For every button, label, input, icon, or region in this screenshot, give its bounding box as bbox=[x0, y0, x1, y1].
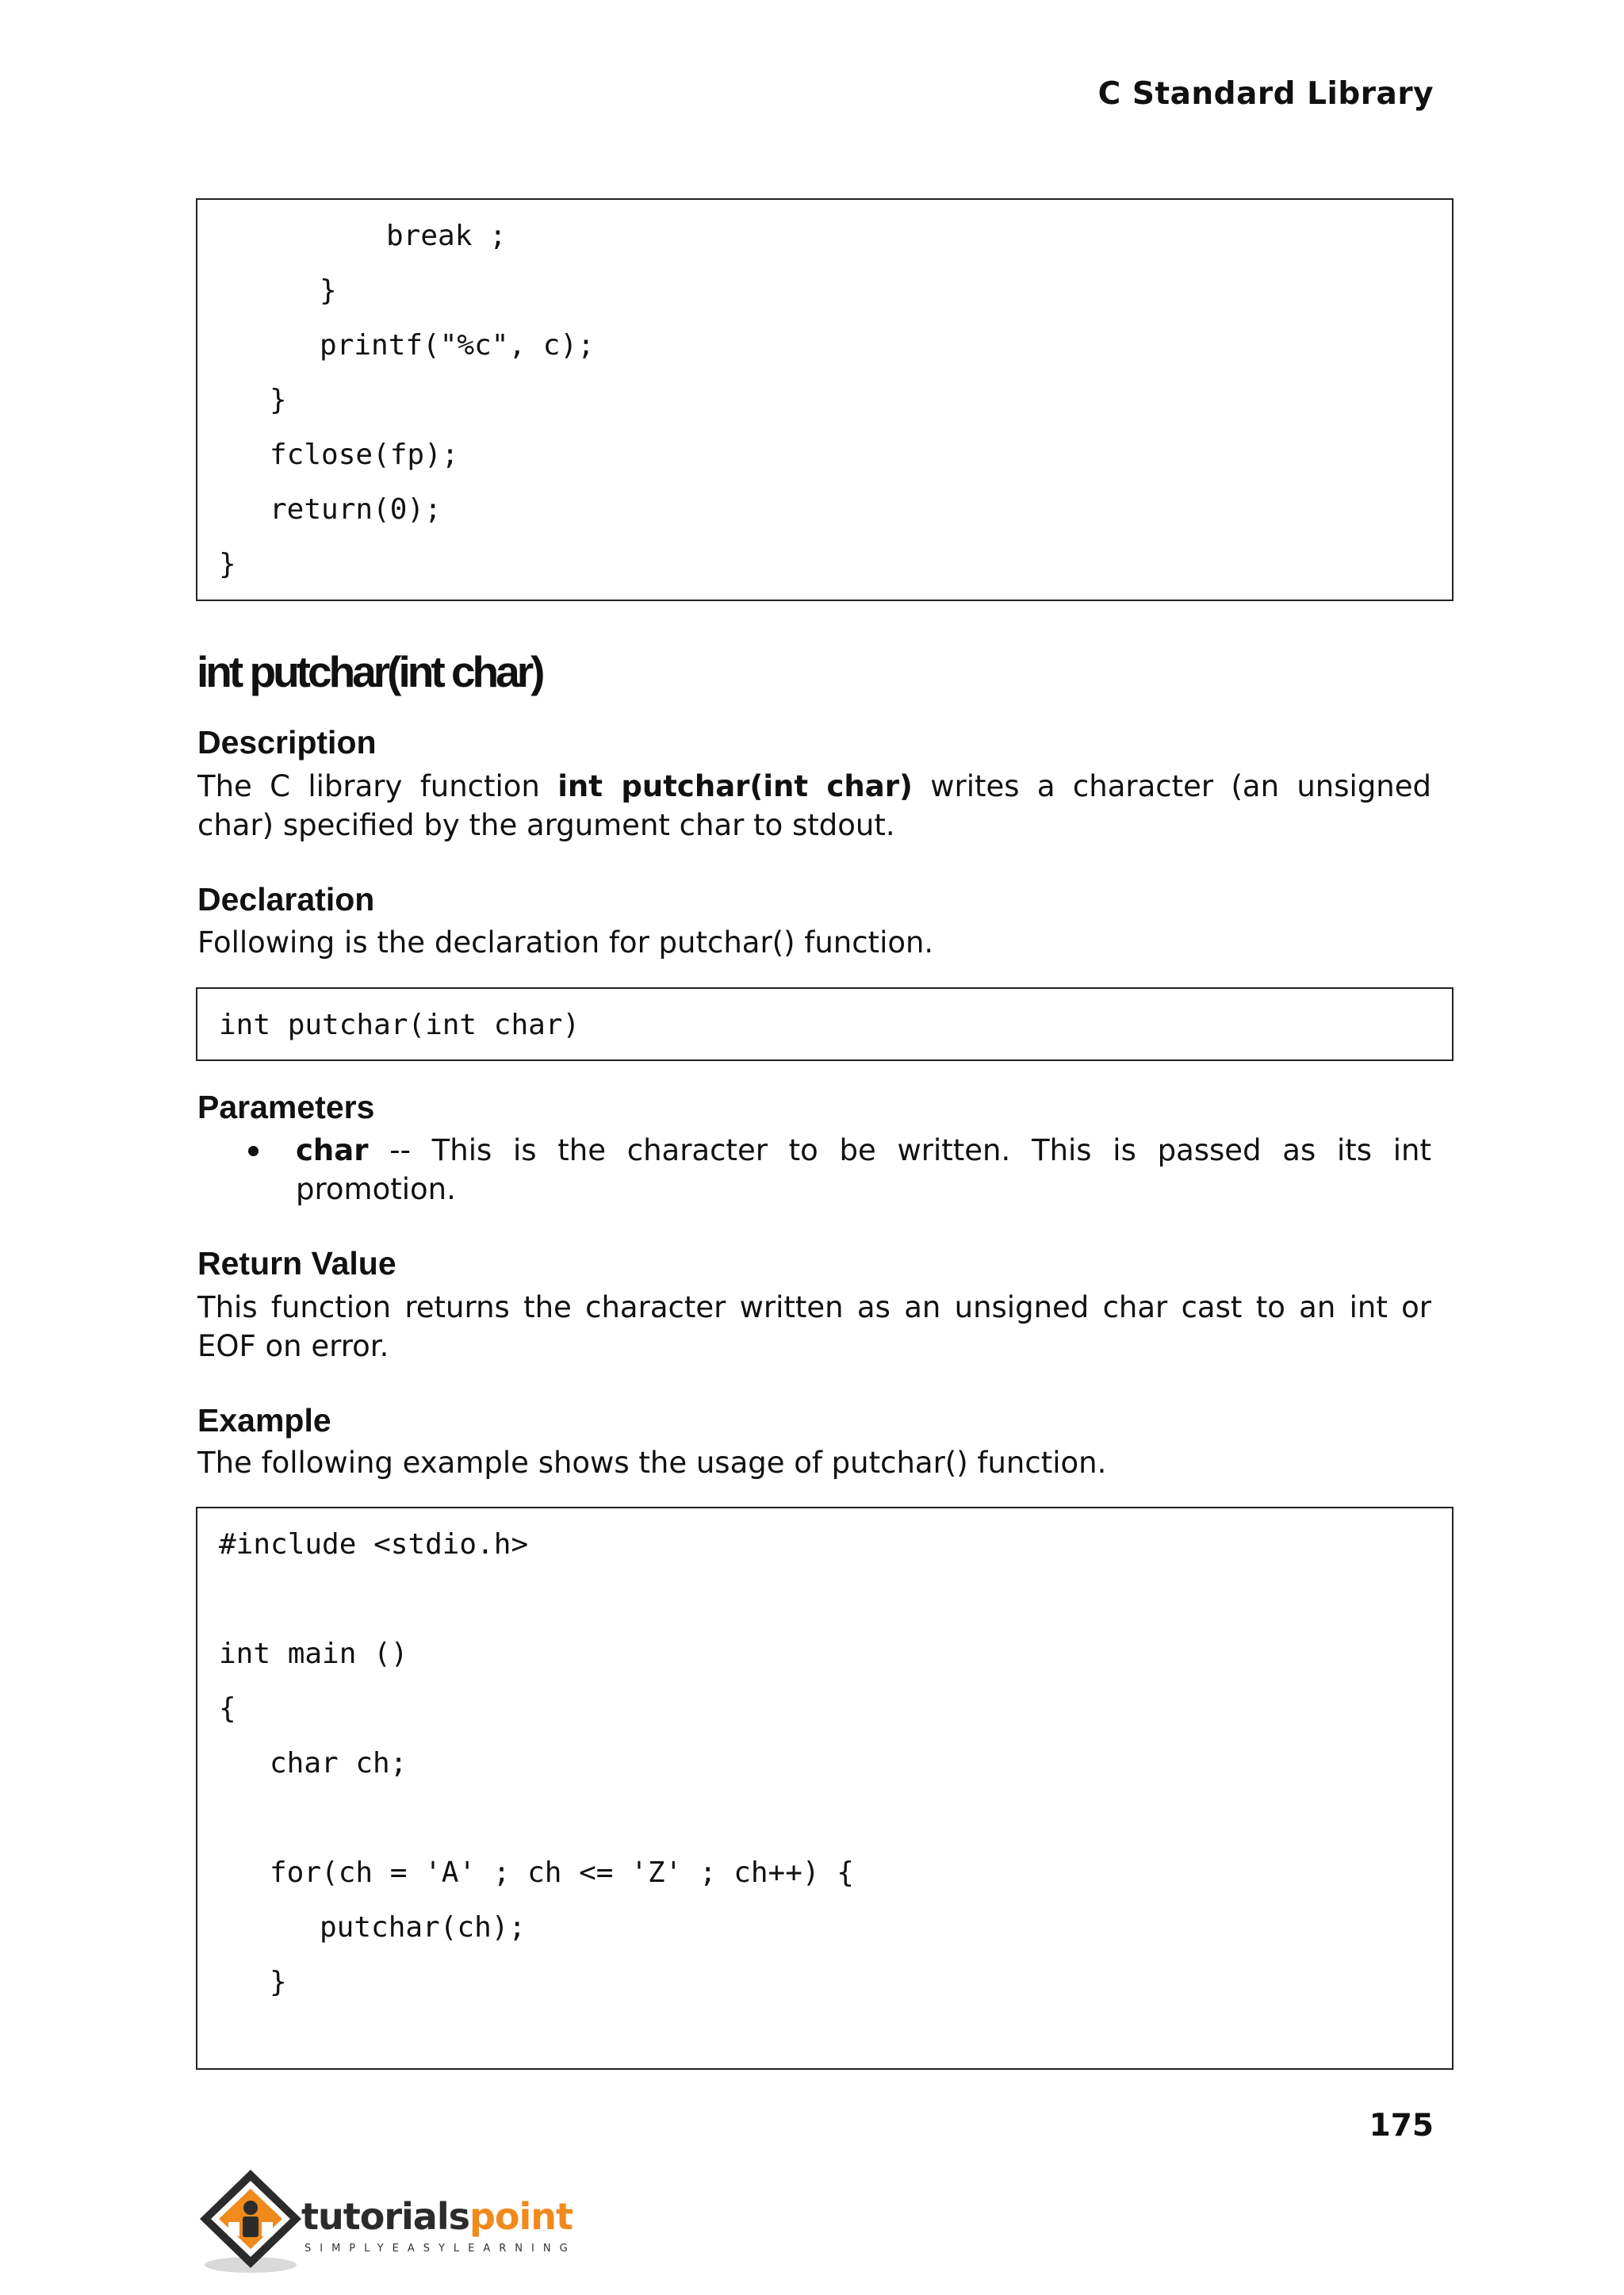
bullet-icon bbox=[248, 1146, 259, 1156]
code-line: char ch; bbox=[270, 1747, 408, 1780]
description-function-name: int putchar(int char) bbox=[557, 769, 913, 803]
tutorialspoint-logo bbox=[193, 2163, 574, 2282]
example-text: The following example shows the usage of putchar() function. bbox=[197, 1446, 1107, 1480]
code-line: { bbox=[219, 1692, 236, 1725]
return-value-line-1: This function returns the character written as an unsigned char cast to an int or bbox=[197, 1290, 1431, 1324]
declaration-code-block bbox=[196, 987, 1454, 1061]
code-line: } bbox=[270, 384, 287, 416]
code-line: int putchar(int char) bbox=[219, 1009, 580, 1041]
code-line: } bbox=[270, 1966, 287, 1998]
code-line: } bbox=[320, 274, 337, 307]
description-line-1 bbox=[197, 769, 1431, 803]
logo-tagline: SIMPLYEASYLEARNING bbox=[304, 2243, 576, 2255]
description-line-2: char) specified by the argument char to stdout. bbox=[197, 808, 895, 842]
example-code-block bbox=[196, 1507, 1454, 2070]
code-line: int main () bbox=[219, 1638, 408, 1670]
code-line: #include <stdio.h> bbox=[219, 1528, 529, 1561]
parameter-name: char bbox=[296, 1133, 369, 1167]
running-header-title: C Standard Library bbox=[1097, 76, 1434, 112]
return-value-line-2: EOF on error. bbox=[197, 1329, 389, 1363]
logo-diamond-icon bbox=[193, 2163, 312, 2282]
logo-wordmark bbox=[301, 2195, 573, 2238]
return-value-heading: Return Value bbox=[197, 1245, 396, 1282]
code-line: } bbox=[219, 548, 236, 580]
description-text: writes a character (an unsigned bbox=[930, 769, 1432, 803]
declaration-text: Following is the declaration for putchar() function. bbox=[197, 925, 934, 960]
logo-word-part2: point bbox=[469, 2195, 573, 2238]
code-line: putchar(ch); bbox=[320, 1911, 527, 1944]
code-block-continuation bbox=[196, 198, 1454, 601]
parameters-heading: Parameters bbox=[197, 1089, 375, 1125]
logo-word-part1: tutorials bbox=[301, 2195, 469, 2238]
page-number: 175 bbox=[1369, 2108, 1434, 2144]
example-heading: Example bbox=[197, 1402, 331, 1439]
parameter-description: -- This is the character to be written. This is passed as its int bbox=[389, 1133, 1431, 1167]
code-line: break ; bbox=[386, 220, 507, 252]
description-heading: Description bbox=[197, 724, 377, 761]
code-line: return(0); bbox=[270, 493, 442, 526]
parameter-item-line-2: promotion. bbox=[296, 1172, 456, 1206]
code-line: printf("%c", c); bbox=[320, 329, 595, 362]
function-title: int putchar(int char) bbox=[197, 647, 542, 696]
parameter-item-line-1 bbox=[296, 1133, 1431, 1167]
code-line: for(ch = 'A' ; ch <= 'Z' ; ch++) { bbox=[270, 1856, 854, 1889]
code-line: fclose(fp); bbox=[270, 439, 459, 471]
declaration-heading: Declaration bbox=[197, 881, 375, 918]
description-text: The C library function bbox=[197, 769, 540, 803]
